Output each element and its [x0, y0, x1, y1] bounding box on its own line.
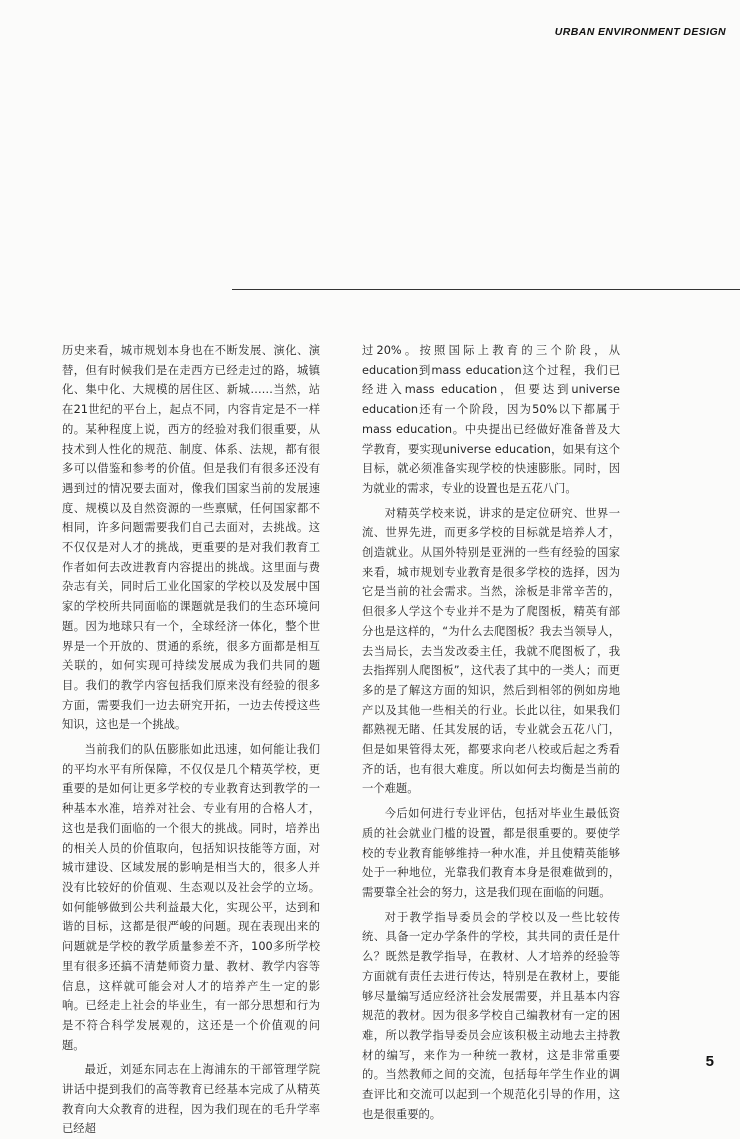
paragraph: 对精英学校来说，讲求的是定位研究、世界一流、世界先进，而更多学校的目标就是培养人才，创造就业。从国外特别是亚洲的一些有经验的国家来看，城市规划专业教育是很多学校的选择，因为它是当前的社会需求。当然，涂板是非常辛苦的，但很多人学这个专业并不是为了爬图板，精英有部分也是这样的，“为什么去爬图板？我去当领导人，去当局长，去当发改委主任，我就不爬图板了，我去指挥别人爬图板”，这代表了其中的一类人；而更多的是了解这方面的知识，然后到相邻的例如房地产以及其他一些相关的行业。长此以往，如果我们都熟视无睹、任其发展的话，专业就会五花八门，但是如果管得太死，都要求向老八校或后起之秀看齐的话，也有很大难度。所以如何去均衡是当前的一个难题。	[362, 506, 620, 796]
paragraph: 今后如何进行专业评估，包括对毕业生最低资质的社会就业门槛的设置，都是很重要的。要使学校的专业教育能够维持一种水准，并且使精英能够处于一种地位，光靠我们教育本身是很难做到的，需要靠全社会的努力，这是我们现在面临的问题。	[362, 807, 620, 899]
paragraph: 对于教学指导委员会的学校以及一些比较传统、具备一定办学条件的学校，其共同的责任是什么？既然是教学指导，在教材、人才培养的经验等方面就有责任去进行传达，特别是在教材上，要能够尽量编写适应经济社会发展需要，并且基本内容规范的教材。因为很多学校自己编教材有一定的困难，所以教学指导委员会应该积极主动地去主持教材的编写，来作为一种统一教材，这是非常重要的。当然教师之间的交流，包括每年学生作业的调查评比和交流可以起到一个规范化引导的作用，这也是很重要的。	[362, 910, 620, 1121]
article-column-left	[62, 341, 320, 1139]
header-divider-line	[232, 289, 740, 290]
paragraph: 当前我们的队伍膨胀如此迅速，如何能让我们的平均水平有所保障，不仅仅是几个精英学校，更重要的是如何让更多学校的专业教育达到教学的一种基本水准，培养对社会、专业有用的合格人才，这也是我们面临的一个很大的挑战。同时，培养出的相关人员的价值取向，包括知识技能等方面，对城市建设、区域发展的影响是相当大的，很多人并没有比较好的价值观、生态观以及社会学的立场。如何能够做到公共利益最大化，实现公平，达到和谐的目标，这都是很严峻的问题。现在表现出来的问题就是学校的教学质量参差不齐，100多所学校里有很多还搞不清楚师资力量、教材、教学内容等信息，这样就可能会对人才的培养产生一定的影响。已经走上社会的毕业生，有一部分思想和行为是不符合科学发展观的，这还是一个价值观的问题。	[62, 743, 320, 1052]
page-number: 5	[705, 1053, 714, 1070]
paragraph: 最近，刘延东同志在上海浦东的干部管理学院讲话中提到我们的高等教育已经基本完成了从精英教育向大众教育的进程，因为我们现在的毛升学率已经超	[62, 1063, 320, 1136]
paragraph: 历史来看，城市规划本身也在不断发展、演化、演替，但有时候我们是在走西方已经走过的路，城镇化、集中化、大规模的居住区、新城……当然，站在21世纪的平台上，起点不同，内容肯定是不一样的。某种程度上说，西方的经验对我们很重要，从技术到人性化的规范、制度、体系、法规，都有很多可以借鉴和参考的价值。但是我们有很多还没有遇到过的情况要去面对，像我们国家当前的发展速度、规模以及自然资源的一些禀赋，任何国家都不相同，许多问题需要我们自己去面对，去挑战。这不仅仅是对人才的挑战，更重要的是对我们教育工作者如何去改进教育内容提出的挑战。这里面与费杂志有关，同时后工业化国家的学校以及发展中国家的学校所共同面临的课题就是我们的生态环境问题。因为地球只有一个，全球经济一体化，整个世界是一个开放的、贯通的系统，很多方面都是相互关联的，如何实现可持续发展成为我们共同的题目。我们的教学内容包括我们原来没有经验的很多方面，需要我们一边去研究开拓，一边去传授这些知识，这也是一个挑战。	[62, 344, 320, 732]
article-column-right	[362, 341, 620, 1124]
paragraph: 过20%。按照国际上教育的三个阶段，从education到mass education这个过程，我们已经进入mass education，但要达到universe education还有一个阶段，因为50%以下都属于mass education。中央提出已经做好准备普及大学教育，要实现universe education，如果有这个目标，就必须准备实现学校的快速膨胀。同时，因为就业的需求，专业的设置也是五花八门。	[362, 344, 620, 495]
journal-name-header: URBAN ENVIRONMENT DESIGN	[554, 26, 726, 38]
